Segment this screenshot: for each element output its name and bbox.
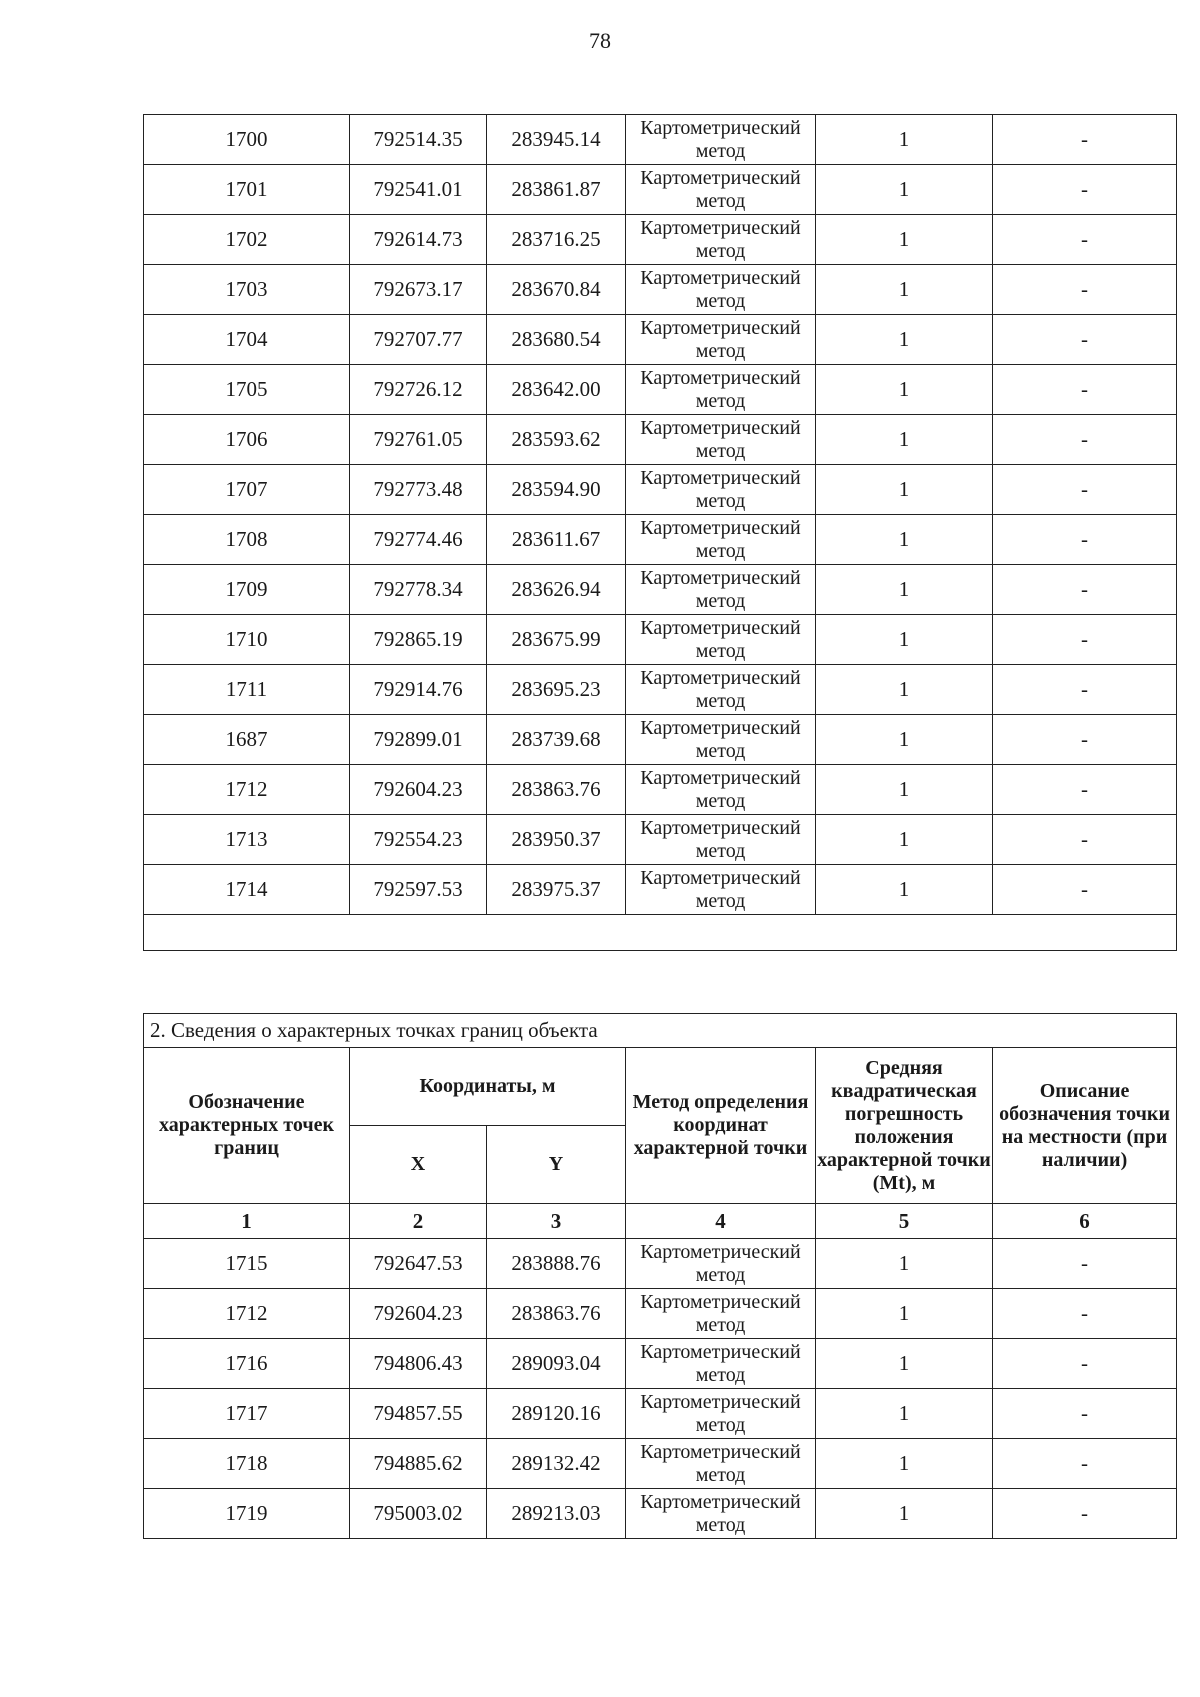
cell-point: 1704 [144,315,350,365]
characteristic-points-body [144,1239,1177,1539]
cell-x: 795003.02 [350,1489,487,1539]
cell-x: 792541.01 [350,165,487,215]
cell-x: 792774.46 [350,515,487,565]
cell-y: 283680.54 [487,315,626,365]
cell-y: 283861.87 [487,165,626,215]
cell-point: 1711 [144,665,350,715]
cell-point: 1717 [144,1389,350,1439]
cell-y: 283594.90 [487,465,626,515]
column-number: 6 [993,1204,1177,1239]
cell-mt: 1 [816,215,993,265]
table-row [144,565,1177,615]
cell-desc: - [993,1389,1177,1439]
page-number: 78 [589,28,611,53]
table-row [144,1289,1177,1339]
cell-point: 1708 [144,515,350,565]
cell-x: 792604.23 [350,765,487,815]
cell-point: 1702 [144,215,350,265]
cell-y: 283670.84 [487,265,626,315]
coordinates-table-continued [143,114,1177,951]
header-point: Обозначение характерных точек границ [144,1048,350,1204]
table-row [144,315,1177,365]
cell-point: 1709 [144,565,350,615]
cell-mt: 1 [816,715,993,765]
cell-method: Картометрический метод [626,665,816,715]
cell-mt: 1 [816,1289,993,1339]
column-number: 3 [487,1204,626,1239]
table-row [144,515,1177,565]
cell-method: Картометрический метод [626,165,816,215]
cell-mt: 1 [816,1389,993,1439]
table-row [144,815,1177,865]
cell-method: Картометрический метод [626,565,816,615]
cell-mt: 1 [816,565,993,615]
table-row [144,615,1177,665]
cell-mt: 1 [816,515,993,565]
cell-point: 1707 [144,465,350,515]
cell-mt: 1 [816,265,993,315]
cell-x: 792707.77 [350,315,487,365]
table-row [144,365,1177,415]
cell-x: 792673.17 [350,265,487,315]
table-row [144,215,1177,265]
cell-x: 792761.05 [350,415,487,465]
cell-desc: - [993,215,1177,265]
cell-desc: - [993,1489,1177,1539]
cell-x: 792899.01 [350,715,487,765]
cell-y: 289093.04 [487,1339,626,1389]
cell-point: 1718 [144,1439,350,1489]
cell-y: 283675.99 [487,615,626,665]
cell-point: 1687 [144,715,350,765]
cell-y: 283863.76 [487,765,626,815]
header-y: Y [487,1126,626,1204]
cell-method: Картометрический метод [626,265,816,315]
cell-desc: - [993,615,1177,665]
cell-y: 283739.68 [487,715,626,765]
cell-desc: - [993,565,1177,615]
cell-y: 289120.16 [487,1389,626,1439]
cell-mt: 1 [816,765,993,815]
cell-x: 792614.73 [350,215,487,265]
cell-method: Картометрический метод [626,815,816,865]
cell-x: 792773.48 [350,465,487,515]
column-number: 1 [144,1204,350,1239]
cell-x: 794806.43 [350,1339,487,1389]
cell-x: 792865.19 [350,615,487,665]
header-mt: Средняя квадратическая погрешность положения характерной точки (Mt), м [816,1048,993,1204]
cell-mt: 1 [816,665,993,715]
cell-point: 1712 [144,765,350,815]
cell-y: 283945.14 [487,115,626,165]
cell-point: 1714 [144,865,350,915]
cell-method: Картометрический метод [626,415,816,465]
cell-mt: 1 [816,1489,993,1539]
table-row [144,1439,1177,1489]
cell-mt: 1 [816,315,993,365]
cell-x: 794857.55 [350,1389,487,1439]
cell-point: 1710 [144,615,350,665]
cell-desc: - [993,465,1177,515]
cell-point: 1713 [144,815,350,865]
table-row [144,1239,1177,1289]
header-method: Метод определения координат характерной точки [626,1048,816,1204]
cell-desc: - [993,115,1177,165]
table-row [144,715,1177,765]
cell-method: Картометрический метод [626,115,816,165]
table-row [144,415,1177,465]
cell-mt: 1 [816,365,993,415]
coordinates-table-body [144,115,1177,951]
cell-y: 289132.42 [487,1439,626,1489]
cell-desc: - [993,1439,1177,1489]
cell-x: 792604.23 [350,1289,487,1339]
table-row [144,265,1177,315]
cell-method: Картометрический метод [626,1439,816,1489]
cell-point: 1716 [144,1339,350,1389]
cell-point: 1706 [144,415,350,465]
cell-point: 1715 [144,1239,350,1289]
cell-desc: - [993,1339,1177,1389]
empty-cell [144,915,1177,951]
cell-method: Картометрический метод [626,865,816,915]
cell-desc: - [993,765,1177,815]
cell-method: Картометрический метод [626,1239,816,1289]
cell-y: 283888.76 [487,1239,626,1289]
cell-method: Картометрический метод [626,615,816,665]
table-row [144,865,1177,915]
cell-point: 1712 [144,1289,350,1339]
cell-mt: 1 [816,1239,993,1289]
cell-x: 794885.62 [350,1439,487,1489]
table-row [144,665,1177,715]
cell-mt: 1 [816,815,993,865]
column-number-row [144,1204,1177,1239]
table-row [144,1389,1177,1439]
cell-x: 792914.76 [350,665,487,715]
cell-mt: 1 [816,165,993,215]
cell-desc: - [993,715,1177,765]
column-number: 5 [816,1204,993,1239]
cell-y: 289213.03 [487,1489,626,1539]
cell-desc: - [993,165,1177,215]
cell-desc: - [993,1239,1177,1289]
cell-method: Картометрический метод [626,215,816,265]
table-row [144,165,1177,215]
cell-desc: - [993,415,1177,465]
cell-x: 792778.34 [350,565,487,615]
cell-y: 283863.76 [487,1289,626,1339]
cell-desc: - [993,1289,1177,1339]
cell-desc: - [993,265,1177,315]
cell-method: Картометрический метод [626,765,816,815]
cell-point: 1701 [144,165,350,215]
cell-method: Картометрический метод [626,465,816,515]
cell-desc: - [993,665,1177,715]
table-row [144,1489,1177,1539]
cell-x: 792597.53 [350,865,487,915]
cell-y: 283593.62 [487,415,626,465]
cell-point: 1719 [144,1489,350,1539]
cell-method: Картометрический метод [626,1339,816,1389]
cell-method: Картометрический метод [626,365,816,415]
cell-method: Картометрический метод [626,315,816,365]
column-number: 2 [350,1204,487,1239]
table-row [144,465,1177,515]
cell-method: Картометрический метод [626,1289,816,1339]
section-title: 2. Сведения о характерных точках границ объекта [144,1014,1177,1048]
table-row [144,115,1177,165]
cell-method: Картометрический метод [626,515,816,565]
cell-mt: 1 [816,415,993,465]
cell-mt: 1 [816,115,993,165]
cell-mt: 1 [816,1339,993,1389]
table-row [144,1339,1177,1389]
cell-x: 792514.35 [350,115,487,165]
cell-x: 792554.23 [350,815,487,865]
cell-desc: - [993,865,1177,915]
header-coords: Координаты, м [350,1048,626,1126]
cell-mt: 1 [816,615,993,665]
empty-row [144,915,1177,951]
cell-method: Картометрический метод [626,715,816,765]
characteristic-points-table [143,1013,1177,1539]
cell-mt: 1 [816,865,993,915]
cell-y: 283611.67 [487,515,626,565]
header-desc: Описание обозначения точки на местности (при наличии) [993,1048,1177,1204]
table-row [144,765,1177,815]
cell-mt: 1 [816,465,993,515]
cell-y: 283975.37 [487,865,626,915]
header-x: X [350,1126,487,1204]
cell-desc: - [993,815,1177,865]
cell-point: 1700 [144,115,350,165]
cell-desc: - [993,365,1177,415]
cell-method: Картометрический метод [626,1489,816,1539]
cell-point: 1705 [144,365,350,415]
cell-y: 283950.37 [487,815,626,865]
cell-method: Картометрический метод [626,1389,816,1439]
cell-x: 792647.53 [350,1239,487,1289]
cell-desc: - [993,315,1177,365]
cell-y: 283642.00 [487,365,626,415]
cell-point: 1703 [144,265,350,315]
cell-mt: 1 [816,1439,993,1489]
column-number: 4 [626,1204,816,1239]
cell-x: 792726.12 [350,365,487,415]
cell-y: 283716.25 [487,215,626,265]
cell-y: 283695.23 [487,665,626,715]
cell-desc: - [993,515,1177,565]
cell-y: 283626.94 [487,565,626,615]
